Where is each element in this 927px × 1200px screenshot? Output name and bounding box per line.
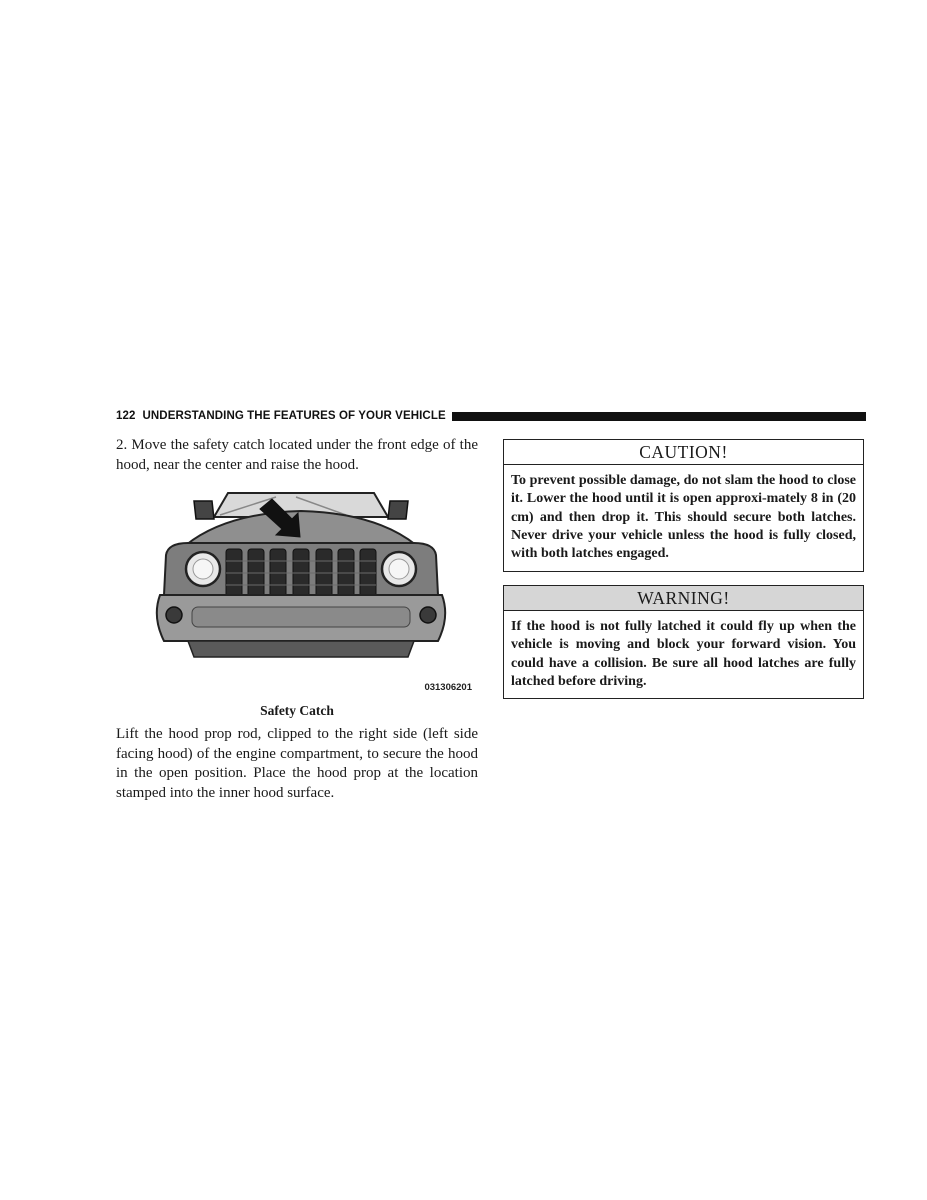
warning-body: If the hood is not fully latched it could fly up when the vehicle is moving and block your forward vision. You could have a collision. Be sure all hood latches are fully latched before driving. [511,619,856,689]
caution-body: To prevent possible damage, do not slam the hood to close it. Lower the hood until it is open approxi-mately 8 in (20 cm) and then drop it. This should secure both latches. Never drive your vehicle unless the hood is fully closed, with both latches engaged. [511,473,856,562]
header-rule [452,412,866,421]
caution-title: CAUTION! [504,440,863,465]
warning-box [503,585,864,699]
warning-title: WARNING! [504,586,863,611]
hood-prop-paragraph: Lift the hood prop rod, clipped to the right side (left side facing hood) of the engine compartment, to secure the hood in the open position. Place the hood prop at the location stamped into the inner hood surface. [116,726,478,801]
page-header [116,408,866,424]
figure-code: 031306201 [424,682,472,693]
page-number: 122 [116,410,136,422]
figure-caption: Safety Catch [260,703,334,718]
step-2-paragraph: 2. Move the safety catch located under the front edge of the hood, near the center and raise the hood. [116,437,478,473]
safety-catch-figure [116,485,478,695]
caution-box [503,439,864,572]
left-column [116,436,478,803]
vehicle-front-illustration [116,485,478,695]
section-title: UNDERSTANDING THE FEATURES OF YOUR VEHICLE [142,410,446,422]
